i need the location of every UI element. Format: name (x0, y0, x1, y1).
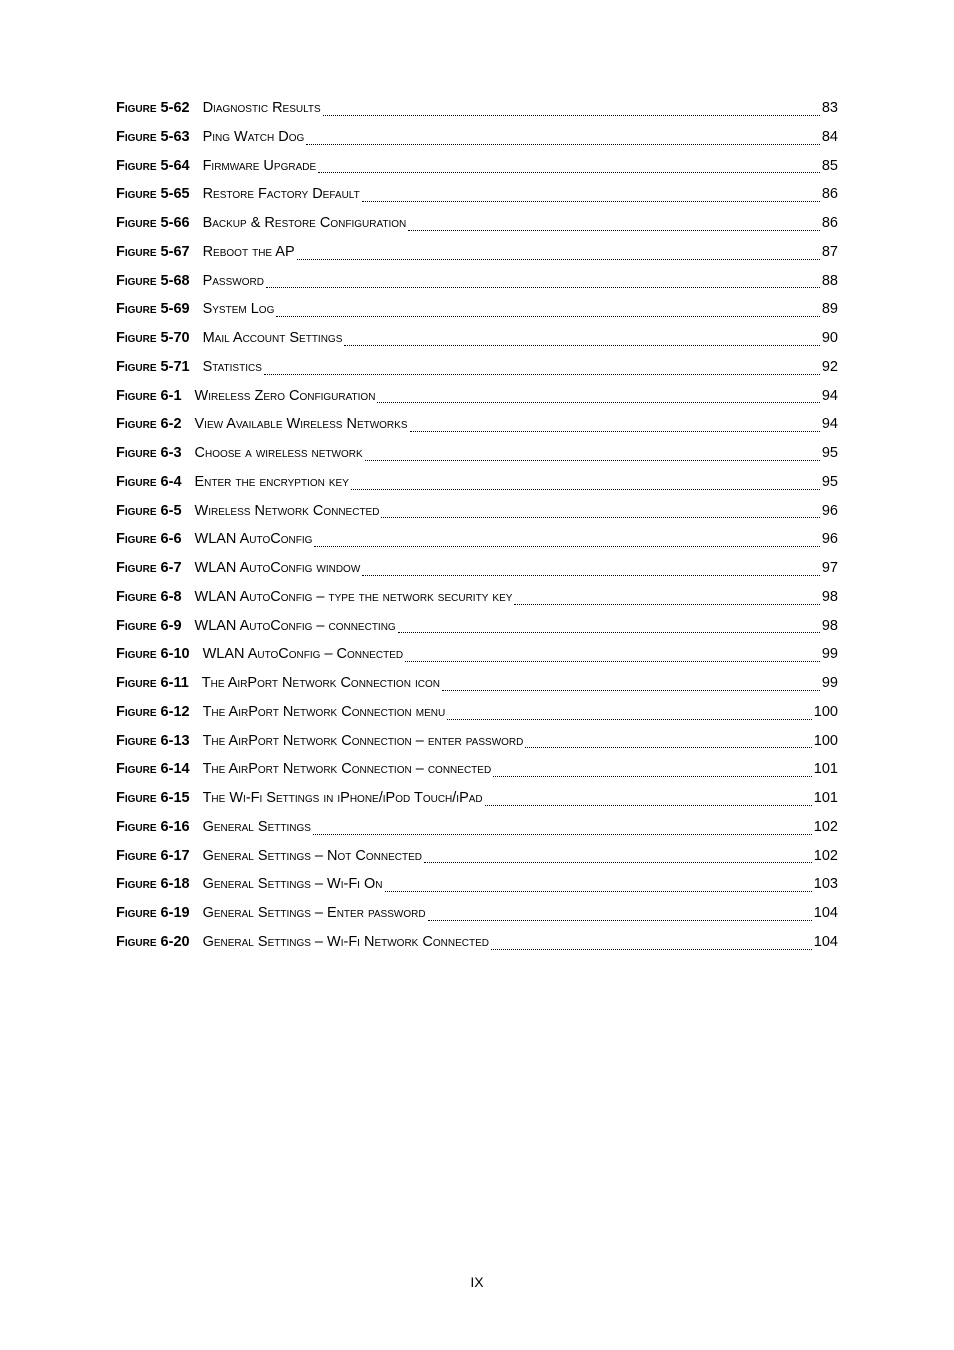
figure-label: Figure 5-62 (116, 100, 190, 117)
toc-entry[interactable] (116, 755, 838, 784)
page-number: 99 (821, 646, 838, 663)
toc-entry[interactable] (116, 238, 838, 267)
dot-leader (428, 915, 812, 928)
figure-title: Restore Factory Default (202, 186, 360, 203)
figure-title: General Settings – Enter password (202, 905, 426, 922)
dot-leader (365, 455, 820, 468)
dot-leader (323, 110, 820, 123)
figure-title: Firmware Upgrade (202, 157, 317, 174)
toc-entry[interactable] (116, 784, 838, 813)
toc-entry[interactable] (116, 525, 838, 554)
toc-entry[interactable] (116, 842, 838, 871)
page-number: 97 (821, 560, 838, 577)
toc-entry[interactable] (116, 583, 838, 612)
toc-entry[interactable] (116, 899, 838, 928)
toc-entry[interactable] (116, 295, 838, 324)
figure-title: The AirPort Network Connection menu (202, 703, 446, 720)
figure-label: Figure 6-12 (116, 703, 190, 720)
figure-label: Figure 6-11 (116, 675, 189, 692)
figure-title: General Settings (202, 818, 311, 835)
page-number: 99 (821, 675, 838, 692)
dot-leader (313, 829, 812, 842)
page-number: 95 (821, 473, 838, 490)
page-number: 98 (821, 617, 838, 634)
dot-leader (318, 167, 820, 180)
figure-title: View Available Wireless Networks (194, 416, 408, 433)
figure-label: Figure 6-7 (116, 560, 182, 577)
figure-label: Figure 6-19 (116, 905, 190, 922)
toc-entry[interactable] (116, 468, 838, 497)
page-number: 102 (813, 818, 838, 835)
figure-title: The AirPort Network Connection – connected (202, 761, 492, 778)
figure-label: Figure 5-70 (116, 330, 190, 347)
page-number: 86 (821, 215, 838, 232)
page-number: 100 (813, 703, 838, 720)
page-number: 98 (821, 588, 838, 605)
dot-leader (493, 771, 812, 784)
dot-leader (297, 254, 820, 267)
figure-title: WLAN AutoConfig – Connected (202, 646, 404, 663)
toc-entry[interactable] (116, 180, 838, 209)
figure-title: WLAN AutoConfig – connecting (194, 617, 396, 634)
figure-title: Reboot the AP (202, 243, 295, 260)
toc-entry[interactable] (116, 353, 838, 382)
toc-entry[interactable] (116, 209, 838, 238)
dot-leader (424, 857, 812, 870)
toc-entry[interactable] (116, 870, 838, 899)
toc-entry[interactable] (116, 612, 838, 641)
figure-label: Figure 5-68 (116, 272, 190, 289)
figure-title: Statistics (202, 358, 262, 375)
toc-entry[interactable] (116, 727, 838, 756)
page-number: 86 (821, 186, 838, 203)
figure-title: WLAN AutoConfig – type the network security key (194, 588, 513, 605)
toc-entry[interactable] (116, 669, 838, 698)
dot-leader (525, 742, 811, 755)
toc-entry[interactable] (116, 439, 838, 468)
figure-label: Figure 6-18 (116, 876, 190, 893)
figure-label: Figure 6-2 (116, 416, 182, 433)
dot-leader (306, 139, 820, 152)
dot-leader (491, 944, 812, 957)
figure-label: Figure 5-65 (116, 186, 190, 203)
page-footer-number: IX (470, 1274, 484, 1290)
toc-entry[interactable] (116, 267, 838, 296)
toc-entry[interactable] (116, 123, 838, 152)
toc-entry[interactable] (116, 410, 838, 439)
figure-label: Figure 5-66 (116, 215, 190, 232)
figure-label: Figure 6-15 (116, 790, 190, 807)
dot-leader (408, 225, 820, 238)
page-number: 94 (821, 387, 838, 404)
toc-entry[interactable] (116, 94, 838, 123)
page-number: 96 (821, 502, 838, 519)
dot-leader (377, 397, 819, 410)
figure-title: The Wi-Fi Settings in iPhone/iPod Touch/iPad (202, 790, 483, 807)
figure-title: Choose a wireless network (194, 445, 363, 462)
figure-label: Figure 6-4 (116, 473, 182, 490)
page-number: 90 (821, 330, 838, 347)
dot-leader (314, 541, 819, 554)
figure-title: Enter the encryption key (194, 473, 349, 490)
dot-leader (398, 627, 820, 640)
page-number: 84 (821, 128, 838, 145)
dot-leader (362, 570, 820, 583)
figure-label: Figure 6-1 (116, 387, 182, 404)
page-number: 87 (821, 243, 838, 260)
dot-leader (514, 599, 819, 612)
toc-entry[interactable] (116, 152, 838, 181)
page-number: 100 (813, 732, 838, 749)
dot-leader (344, 340, 819, 353)
figure-title: Ping Watch Dog (202, 128, 305, 145)
toc-entry[interactable] (116, 813, 838, 842)
figure-title: WLAN AutoConfig window (194, 560, 361, 577)
figure-label: Figure 6-5 (116, 502, 182, 519)
figure-title: Diagnostic Results (202, 100, 321, 117)
page-number: 95 (821, 445, 838, 462)
dot-leader (351, 484, 820, 497)
dot-leader (362, 196, 820, 209)
figure-title: The AirPort Network Connection – enter password (202, 732, 524, 749)
dot-leader (442, 685, 820, 698)
figure-title: Backup & Restore Configuration (202, 215, 407, 232)
figure-label: Figure 6-6 (116, 531, 182, 548)
page-number: 104 (813, 905, 838, 922)
figure-label: Figure 6-14 (116, 761, 190, 778)
toc-entry[interactable] (116, 554, 838, 583)
page-number: 96 (821, 531, 838, 548)
page-number: 89 (821, 301, 838, 318)
figure-label: Figure 6-17 (116, 847, 190, 864)
dot-leader (410, 426, 820, 439)
toc-entry[interactable] (116, 698, 838, 727)
dot-leader (405, 656, 820, 669)
dot-leader (266, 282, 820, 295)
dot-leader (385, 886, 812, 899)
figure-label: Figure 6-8 (116, 588, 182, 605)
dot-leader (381, 512, 819, 525)
figure-title: System Log (202, 301, 275, 318)
figure-title: Password (202, 272, 264, 289)
figure-label: Figure 5-69 (116, 301, 190, 318)
figure-label: Figure 6-16 (116, 818, 190, 835)
figure-title: Wireless Network Connected (194, 502, 380, 519)
figure-title: General Settings – Not Connected (202, 847, 422, 864)
dot-leader (264, 369, 820, 382)
figure-label: Figure 6-10 (116, 646, 190, 663)
figure-title: General Settings – Wi-Fi On (202, 876, 383, 893)
figure-label: Figure 6-9 (116, 617, 182, 634)
figure-label: Figure 6-13 (116, 732, 190, 749)
page-number: 102 (813, 847, 838, 864)
dot-leader (447, 714, 812, 727)
figure-label: Figure 5-64 (116, 157, 190, 174)
page-number: 104 (813, 933, 838, 950)
table-of-figures (116, 94, 838, 957)
figure-label: Figure 5-63 (116, 128, 190, 145)
figure-title: WLAN AutoConfig (194, 531, 313, 548)
figure-label: Figure 5-67 (116, 243, 190, 260)
figure-title: The AirPort Network Connection icon (201, 675, 440, 692)
page-number: 103 (813, 876, 838, 893)
toc-entry[interactable] (116, 497, 838, 526)
figure-label: Figure 5-71 (116, 358, 190, 375)
figure-title: Mail Account Settings (202, 330, 343, 347)
page-number: 83 (821, 100, 838, 117)
dot-leader (276, 311, 820, 324)
page-number: 101 (813, 790, 838, 807)
figure-title: Wireless Zero Configuration (194, 387, 376, 404)
page-number: 88 (821, 272, 838, 289)
toc-entry[interactable] (116, 928, 838, 957)
page-number: 101 (813, 761, 838, 778)
figure-label: Figure 6-20 (116, 933, 190, 950)
toc-entry[interactable] (116, 382, 838, 411)
toc-entry[interactable] (116, 324, 838, 353)
toc-entry[interactable] (116, 640, 838, 669)
figure-label: Figure 6-3 (116, 445, 182, 462)
page-number: 85 (821, 157, 838, 174)
figure-title: General Settings – Wi-Fi Network Connected (202, 933, 489, 950)
dot-leader (485, 800, 812, 813)
page-number: 92 (821, 358, 838, 375)
page-number: 94 (821, 416, 838, 433)
